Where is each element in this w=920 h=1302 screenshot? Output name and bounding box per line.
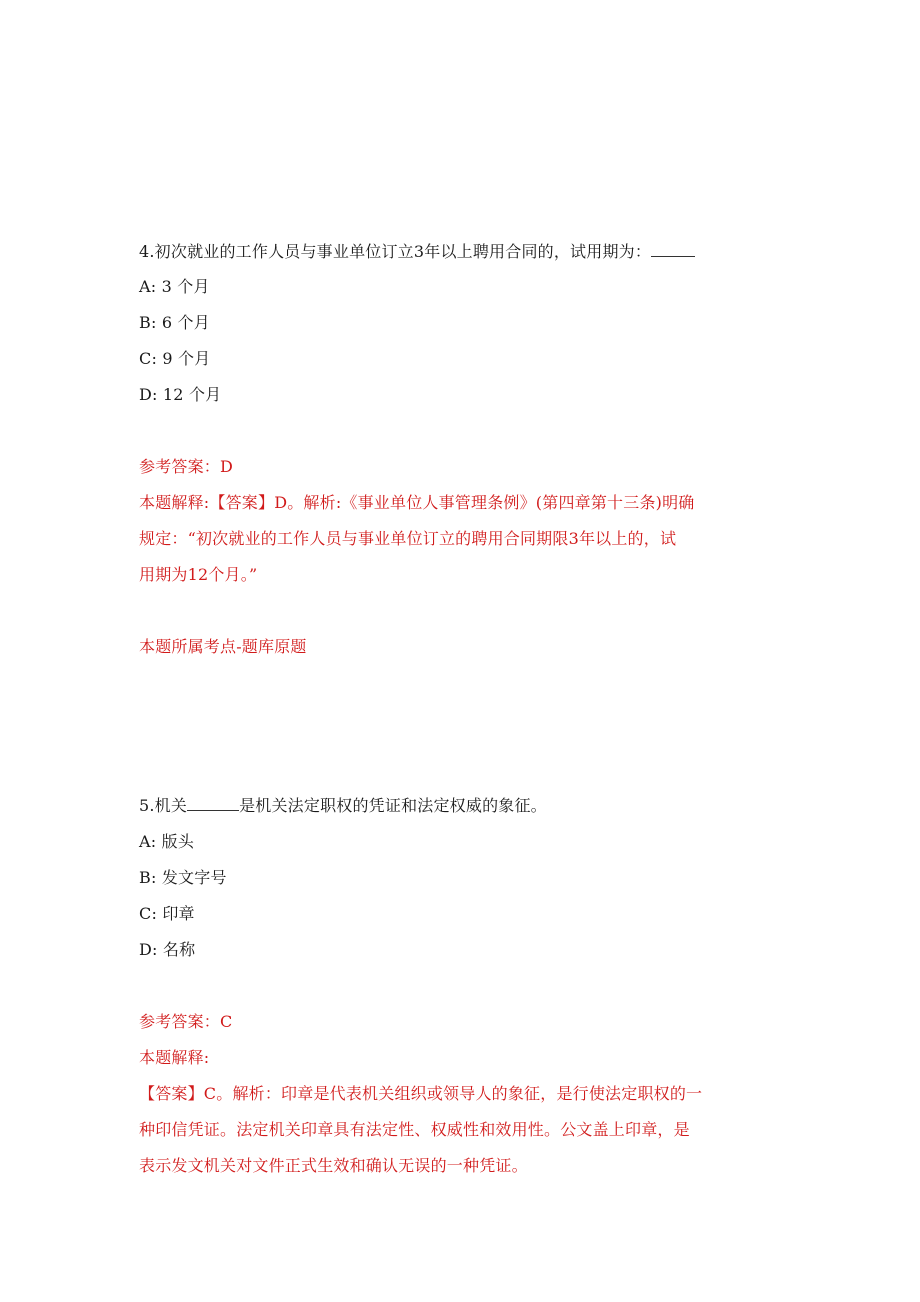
question-5-explanation-line-3: 表示发文机关对文件正式生效和确认无误的一种凭证。: [139, 1156, 528, 1175]
question-4-option-b: [139, 313, 210, 333]
question-5-answer: 参考答案：C: [139, 1012, 233, 1031]
question-4-stem: [139, 242, 695, 262]
question-4-option-c: [139, 349, 210, 369]
question-5-option-d: [139, 940, 195, 960]
question-4-text: 4.初次就业的工作人员与事业单位订立3年以上聘用合同的，试用期为：: [139, 242, 652, 261]
question-5-explanation-line-2: 种印信凭证。法定机关印章具有法定性、权威性和效用性。公文盖上印章，是: [139, 1120, 690, 1139]
question-5-option-c: [139, 904, 195, 924]
option-label: A:: [139, 277, 162, 296]
question-5-explanation-title: 本题解释:: [139, 1048, 210, 1067]
question-4-answer: 参考答案：D: [139, 457, 234, 476]
question-5-explanation-line-1: 【答案】C。解析：印章是代表机关组织或领导人的象征，是行使法定职权的一: [139, 1084, 703, 1103]
option-label: D:: [139, 940, 163, 959]
question-4-option-a: [139, 277, 210, 297]
question-4-explanation-line-2: 规定：“初次就业的工作人员与事业单位订立的聘用合同期限3年以上的，试: [139, 529, 677, 548]
question-4-explanation-line-3: 用期为12个月。”: [139, 565, 258, 584]
option-text: 版头: [161, 832, 195, 851]
question-5-prefix: 5.机关: [139, 796, 188, 815]
option-label: C:: [139, 904, 163, 923]
option-label: A:: [139, 832, 162, 851]
option-label: C:: [139, 349, 163, 368]
option-text: 印章: [162, 904, 195, 923]
option-text: 9 个月: [162, 349, 211, 368]
option-text: 3 个月: [161, 277, 210, 296]
option-text: 发文字号: [161, 868, 227, 887]
option-label: B:: [139, 313, 162, 332]
question-5-option-b: [139, 868, 227, 888]
option-text: 6 个月: [161, 313, 210, 332]
question-4-explanation-line-1: 本题解释:【答案】D。解析:《事业单位人事管理条例》(第四章第十三条)明确: [139, 493, 695, 512]
question-5-option-a: [139, 832, 194, 852]
question-4-option-d: [139, 385, 221, 405]
answer-blank: [651, 242, 695, 257]
option-text: 名称: [162, 940, 196, 959]
option-label: B:: [139, 868, 162, 887]
question-4-source: 本题所属考点-题库原题: [139, 637, 307, 656]
option-label: D:: [139, 385, 163, 404]
question-5-stem: [139, 796, 547, 816]
answer-blank: [187, 796, 239, 811]
question-5-suffix: 是机关法定职权的凭证和法定权威的象征。: [239, 796, 547, 815]
option-text: 12 个月: [162, 385, 222, 404]
